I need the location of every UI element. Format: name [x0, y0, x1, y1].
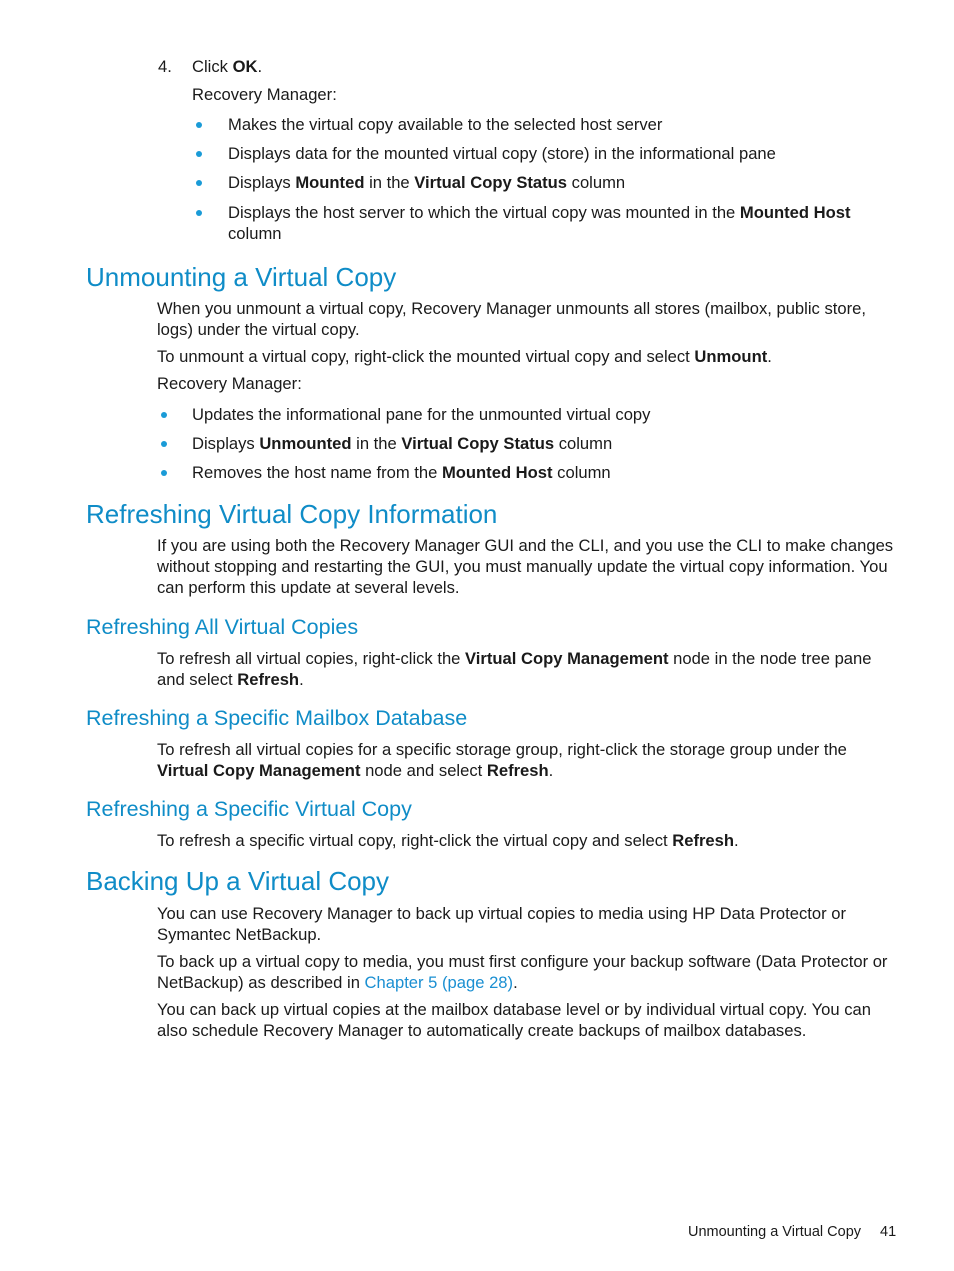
paragraph: To unmount a virtual copy, right-click the mounted virtual copy and select Unmount.: [157, 347, 772, 366]
bullet-icon: [196, 210, 202, 216]
list-item: Displays data for the mounted virtual copy (store) in the informational pane: [228, 144, 776, 163]
paragraph: To refresh all virtual copies, right-click the Virtual Copy Management node in the node tree pane and select Refresh.: [157, 649, 872, 689]
chapter-5-link[interactable]: Chapter 5 (page 28): [364, 973, 514, 992]
bullet-icon: [196, 122, 202, 128]
paragraph: To refresh a specific virtual copy, right-click the virtual copy and select Refresh.: [157, 831, 739, 850]
subsection-heading-refresh-copy: Refreshing a Specific Virtual Copy: [86, 797, 412, 821]
step-number: 4.: [158, 57, 172, 76]
list-item: Makes the virtual copy available to the selected host server: [228, 115, 663, 134]
step-4-text: Click OK.: [192, 57, 263, 76]
paragraph: You can use Recovery Manager to back up virtual copies to media using HP Data Protector or Symantec NetBackup.: [157, 904, 847, 944]
paragraph: You can back up virtual copies at the mailbox database level or by individual virtual copy. You can also schedule Recovery Manager to automatically create backups of mailbox databases.: [157, 1000, 871, 1040]
paragraph: Recovery Manager:: [157, 374, 302, 393]
section-heading-backing-up: Backing Up a Virtual Copy: [86, 866, 390, 896]
list-item: Displays Mounted in the Virtual Copy Status column: [228, 173, 626, 192]
paragraph: If you are using both the Recovery Manager GUI and the CLI, and you use the CLI to make changes without stopping and restarting the GUI, you must manually update the virtual copy information. You can perform this update at several levels.: [157, 536, 894, 597]
list-item: Displays Unmounted in the Virtual Copy Status column: [192, 434, 613, 453]
bullet-icon: [161, 412, 167, 418]
bullet-icon: [161, 441, 167, 447]
bullet-icon: [196, 180, 202, 186]
paragraph: When you unmount a virtual copy, Recovery Manager unmounts all stores (mailbox, public store, logs) under the virtual copy.: [157, 299, 866, 339]
list-item: Updates the informational pane for the unmounted virtual copy: [192, 405, 651, 424]
paragraph: To refresh all virtual copies for a specific storage group, right-click the storage group under the Virtual Copy Management node and select Refresh.: [157, 740, 847, 780]
section-heading-unmounting: Unmounting a Virtual Copy: [86, 262, 397, 292]
list-item: Removes the host name from the Mounted Host column: [192, 463, 611, 482]
paragraph: To back up a virtual copy to media, you must first configure your backup software (Data Protector or NetBackup) as described in Chapter 5 (page 28).: [157, 952, 888, 992]
section-heading-refreshing: Refreshing Virtual Copy Information: [86, 499, 498, 529]
bullet-icon: [161, 470, 167, 476]
page-number: 41: [880, 1224, 897, 1240]
bullet-icon: [196, 151, 202, 157]
subsection-heading-refresh-mailbox: Refreshing a Specific Mailbox Database: [86, 706, 468, 730]
footer-section-title: Unmounting a Virtual Copy: [688, 1224, 862, 1240]
subsection-heading-refresh-all: Refreshing All Virtual Copies: [86, 615, 359, 639]
list-item: Displays the host server to which the virtual copy was mounted in the Mounted Host column: [228, 203, 851, 243]
step-4-intro: Recovery Manager:: [192, 85, 337, 104]
